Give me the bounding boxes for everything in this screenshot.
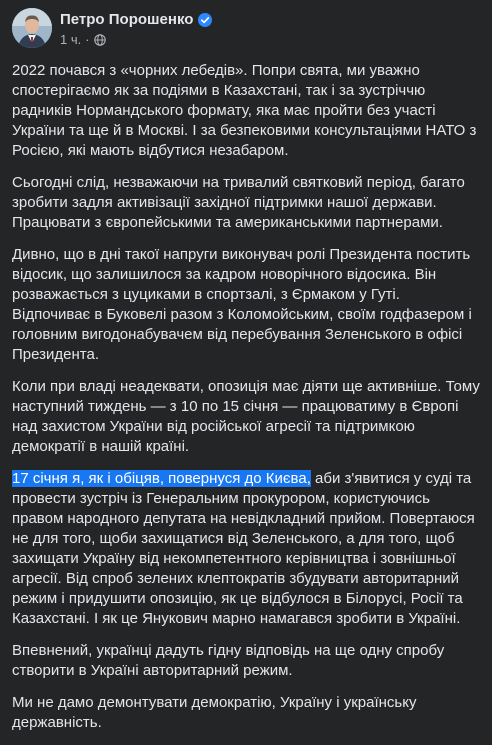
post-paragraph-5 [12, 469, 482, 629]
paragraph-5-rest: аби з'явитися у суді та провести зустріч із Генеральним прокурором, користуючись правом народного депутата на невідкладний прийом. Повертаюся не для того, щоби захищатися від Зеленського, а для того, щоб захищати Україну від некомпетентного керівництва і зовнішньої агресії. Від спроб зелених клептократів збудувати авторитарний режим і придушити опозицію, як це відбулося в Білорусі, Росії та Казахстані. І як це Янукович марно намагався зробити в Україні. [12, 470, 475, 627]
author-avatar[interactable] [12, 8, 52, 48]
post-meta [60, 32, 106, 47]
post-timestamp[interactable]: 1 ч. [60, 32, 82, 47]
author-line [60, 11, 212, 28]
meta-separator: · [85, 32, 90, 47]
post-body [12, 61, 482, 745]
post-paragraph-4: Коли при владі неадеквати, опозиція має діяти ще активніше. Тому наступний тиждень — з 10 по 15 січня — працюватиму в Європі над захистом України від російської агресії та підтримкою демократії в нашій країні. [12, 378, 480, 455]
avatar-photo-icon [12, 8, 52, 48]
post-paragraph-6: Впевнений, українці дадуть гідну відповідь на ще одну спробу створити в Україні авторитарний режим. [12, 642, 445, 679]
post-paragraph-3: Дивно, що в дні такої напруги виконувач ролі Президента постить відосик, що залишилося за кадром новорічного відосика. Він розважається з цуциками в спортзалі, з Єрмаком у Гуті. Відпочиває в Буковелі разом з Коломойським, своїм годфазером і головним вигодонабувачем від перебування Зеленського в офісі Президента. [12, 246, 472, 363]
post-paragraph-1: 2022 почався з «чорних лебедів». Попри свята, ми уважно спостерігаємо як за подіями в Казахстані, так і за зустріччю радників Нормандського формату, яка має пройти без участі України та ще й в Москві. І за безпековими консультаціями НАТО з Росією, які мають відбутися незабаром. [12, 62, 477, 159]
post-paragraph-7: Ми не дамо демонтувати демократію, Україну і українську державність. [12, 694, 417, 731]
selected-text-highlight[interactable]: 17 січня я, як і обіцяв, повернуся до Києва, [12, 470, 311, 487]
globe-icon[interactable] [94, 34, 106, 46]
post-paragraph-2: Сьогодні слід, незважаючи на тривалий святковий період, багато зробити задля активізації західної підтримки нашої держави. Працювати з європейськими та американськими партнерами. [12, 174, 465, 231]
author-name[interactable]: Петро Порошенко [60, 11, 194, 28]
verified-badge-icon [198, 13, 212, 27]
post-header [12, 8, 480, 52]
